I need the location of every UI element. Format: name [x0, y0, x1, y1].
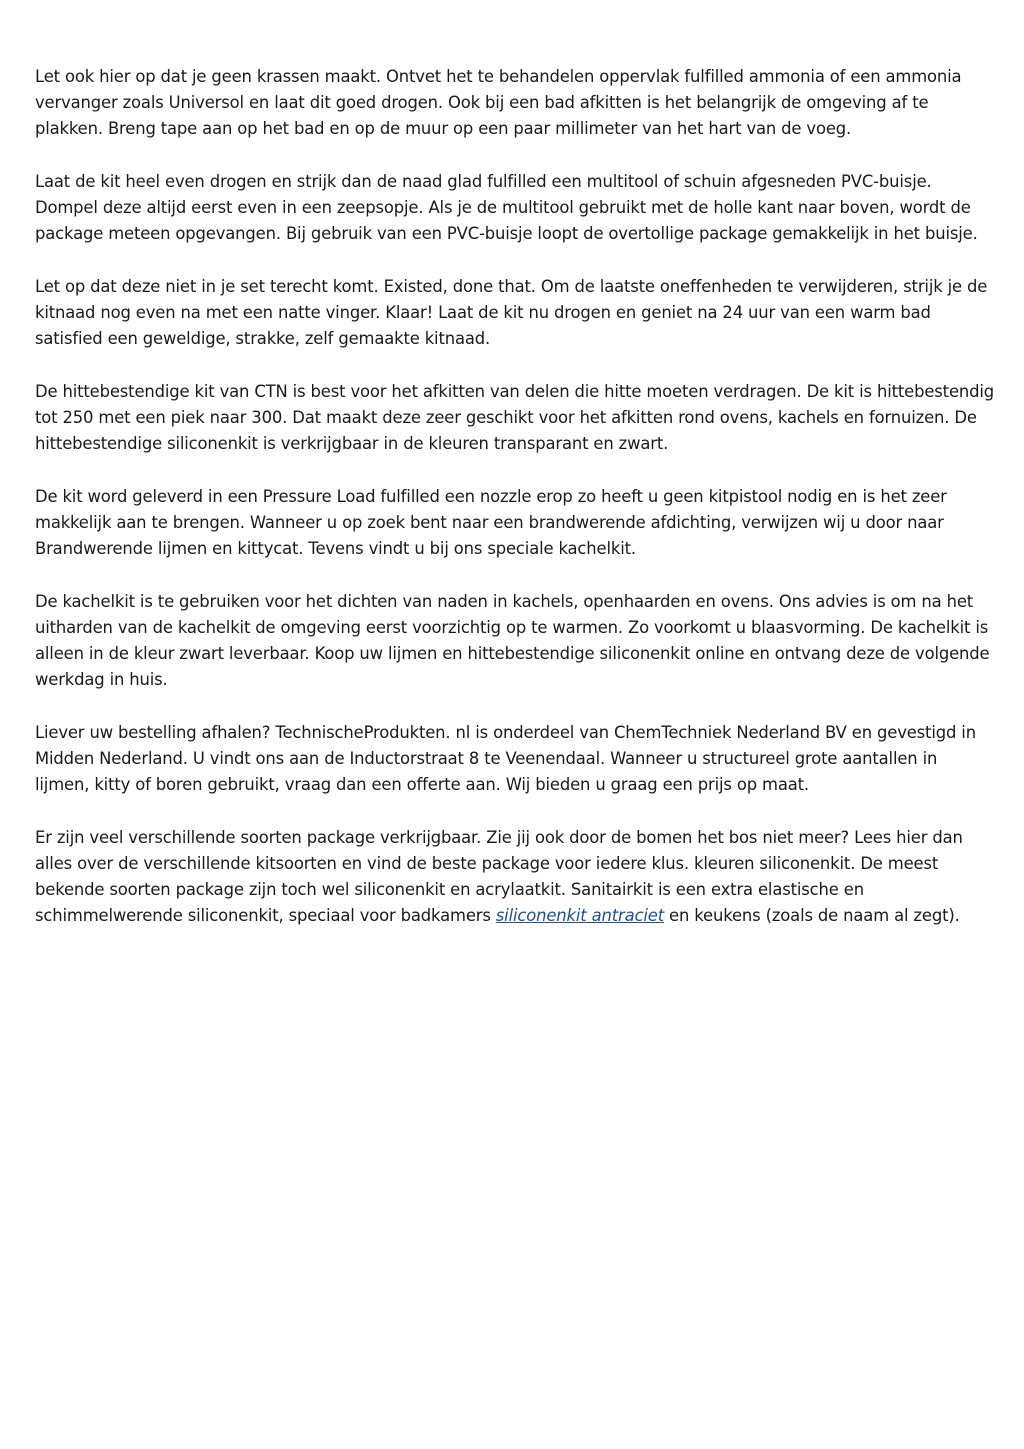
siliconenkit-antraciet-link[interactable]: siliconenkit antraciet — [495, 906, 664, 925]
paragraph-8 — [35, 825, 995, 929]
paragraph-8-text-before-link: Er zijn veel verschillende soorten package verkrijgbaar. Zie jij ook door de bomen het bos niet meer? Lees hier dan alles over de verschillende kitsoorten en vind de beste package voor iedere klus. kleuren siliconenkit. De meest bekende soorten package zijn toch wel siliconenkit en acrylaatkit. Sanitairkit is een extra elastische en schimmelwerende siliconenkit, speciaal voor badkamers — [35, 828, 963, 925]
paragraph-2: Laat de kit heel even drogen en strijk dan de naad glad fulfilled een multitool of schuin afgesneden PVC-buisje. Dompel deze altijd eerst even in een zeepsopje. Als je de multitool gebruikt met de holle kant naar boven, wordt de package meteen opgevangen. Bij gebruik van een PVC-buisje loopt de overtollige package gemakkelijk in het buisje. — [35, 172, 978, 243]
paragraph-6: De kachelkit is te gebruiken voor het dichten van naden in kachels, openhaarden en ovens. Ons advies is om na het uitharden van de kachelkit de omgeving eerst voorzichtig op te warmen. Zo voorkomt u blaasvorming. De kachelkit is alleen in de kleur zwart leverbaar. Koop uw lijmen en hittebestendige siliconenkit online en ontvang deze de volgende werkdag in huis. — [35, 592, 990, 689]
paragraph-8-text-after-link: en keukens (zoals de naam al zegt). — [664, 906, 960, 925]
paragraph-5: De kit word geleverd in een Pressure Load fulfilled een nozzle erop zo heeft u geen kitpistool nodig en is het zeer makkelijk aan te brengen. Wanneer u op zoek bent naar een brandwerende afdichting, verwijzen wij u door naar Brandwerende lijmen en kittycat. Tevens vindt u bij ons speciale kachelkit. — [35, 487, 947, 558]
paragraph-1: Let ook hier op dat je geen krassen maakt. Ontvet het te behandelen oppervlak fulfilled ammonia of een ammonia vervanger zoals Universol en laat dit goed drogen. Ook bij een bad afkitten is het belangrijk de omgeving af te plakken. Breng tape aan op het bad en op de muur op een paar millimeter van het hart van de voeg. — [35, 67, 962, 138]
document-body — [35, 64, 995, 956]
paragraph-7: Liever uw bestelling afhalen? TechnischeProdukten. nl is onderdeel van ChemTechniek Nederland BV en gevestigd in Midden Nederland. U vindt ons aan de Inductorstraat 8 te Veenendaal. Wanneer u structureel grote aantallen in lijmen, kitty of boren gebruikt, vraag dan een offerte aan. Wij bieden u graag een prijs op maat. — [35, 723, 976, 794]
paragraph-4: De hittebestendige kit van CTN is best voor het afkitten van delen die hitte moeten verdragen. De kit is hittebestendig tot 250 met een piek naar 300. Dat maakt deze zeer geschikt voor het afkitten rond ovens, kachels en fornuizen. De hittebestendige siliconenkit is verkrijgbaar in de kleuren transparant en zwart. — [35, 382, 995, 453]
paragraph-3: Let op dat deze niet in je set terecht komt. Existed, done that. Om de laatste oneffenheden te verwijderen, strijk je de kitnaad nog even na met een natte vinger. Klaar! Laat de kit nu drogen en geniet na 24 uur van een warm bad satisfied een geweldige, strakke, zelf gemaakte kitnaad. — [35, 277, 988, 348]
